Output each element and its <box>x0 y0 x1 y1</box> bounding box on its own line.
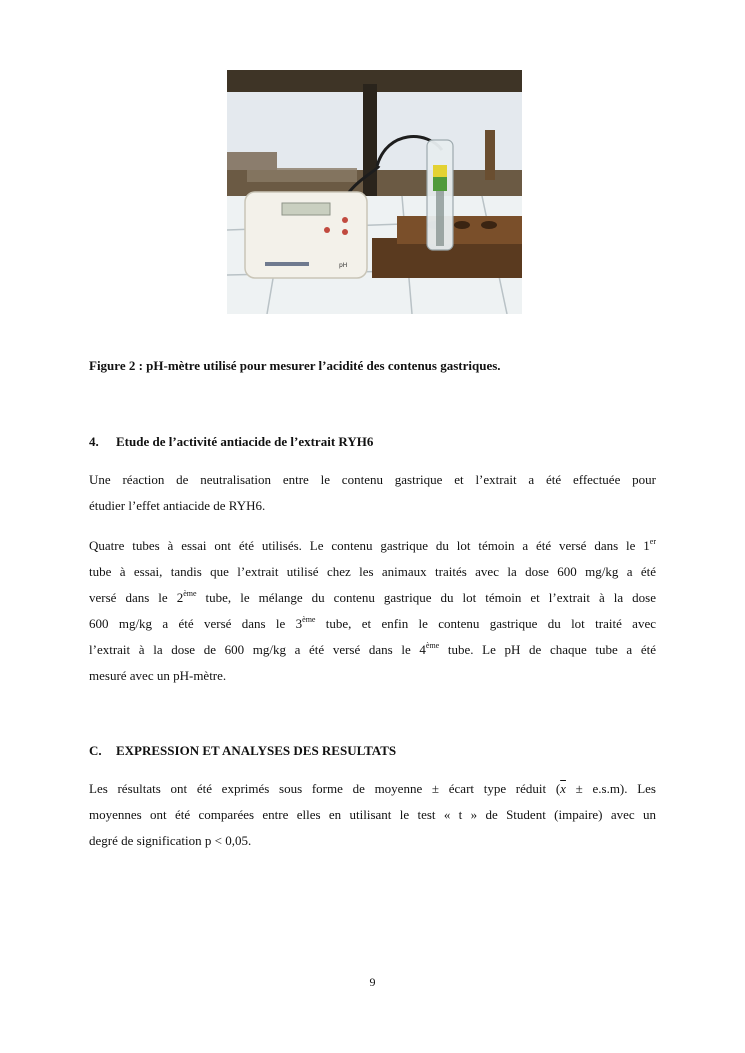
page-number: 9 <box>369 975 376 989</box>
ph-meter-photo <box>227 70 522 314</box>
section-4-heading <box>89 434 373 450</box>
para1-line-1: Une réaction de neutralisation entre le contenu gastrique et l’extrait a été effectuée pour <box>89 472 656 487</box>
section-c-title: EXPRESSION ET ANALYSES DES RESULTATS <box>116 743 397 758</box>
section-c-number: C. <box>89 743 102 758</box>
para2-line-4: 600 mg/kg a été versé dans le 3ème tube, et enfin le contenu gastrique du lot traité avec <box>89 615 656 631</box>
para2-line-5: l’extrait à la dose de 600 mg/kg a été versé dans le 4ème tube. Le pH de chaque tube a été <box>89 641 656 657</box>
paragraph-neutralisation <box>89 467 656 519</box>
section-4-number: 4. <box>89 434 99 449</box>
ph-meter-illustration <box>227 70 522 314</box>
x-bar-symbol: $\overline{x}$ <box>560 781 566 796</box>
section-4-title: Etude de l’activité antiacide de l’extrait RYH6 <box>116 434 374 449</box>
paragraph-results <box>89 776 656 854</box>
para2-line-6: mesuré avec un pH-mètre. <box>89 668 227 683</box>
paraC-line-1: Les résultats ont été exprimés sous forme de moyenne ± écart type réduit $(\overline{x} \pm e.s.m)$. Les <box>89 781 656 796</box>
device-label: pH <box>339 262 348 269</box>
para1-line-2: étudier l’effet antiacide de RYH6. <box>89 498 266 513</box>
paragraph-tubes <box>89 533 656 689</box>
para2-line-2: tube à essai, tandis que l’extrait utilisé chez les animaux traités avec la dose 600 mg/kg a été <box>89 564 656 579</box>
para2-line-1: Quatre tubes à essai ont été utilisés. Le contenu gastrique du lot témoin a été versé dans le 1er <box>89 537 656 553</box>
paraC-line-3: degré de signification p < 0,05. <box>89 833 252 848</box>
para2-line-3: versé dans le 2ème tube, le mélange du contenu gastrique du lot témoin et l’extrait à la dose <box>89 589 656 605</box>
figure-caption: Figure 2 : pH-mètre utilisé pour mesurer l’acidité des contenus gastriques. <box>89 358 501 373</box>
section-c-heading <box>89 743 396 759</box>
paraC-line-2: moyennes ont été comparées entre elles en utilisant le test « t » de Student (impaire) avec un <box>89 807 656 822</box>
